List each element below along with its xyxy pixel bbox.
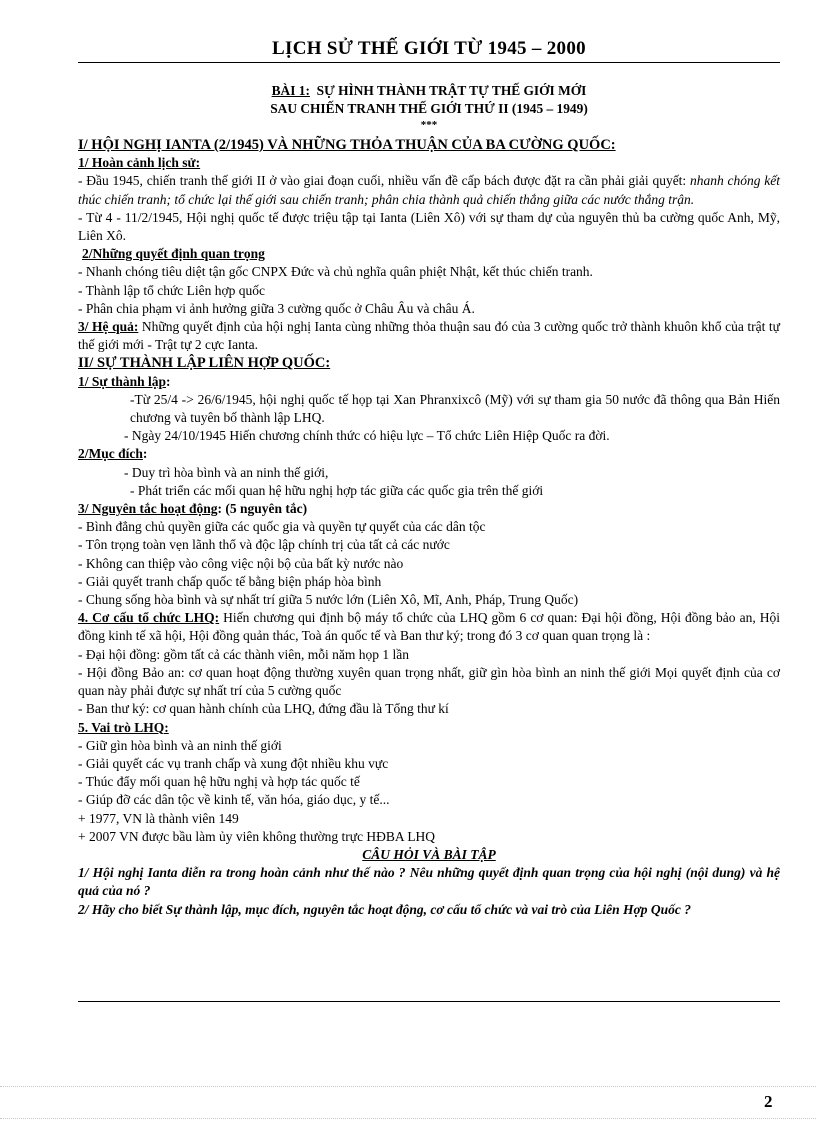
header-divider [78, 62, 780, 63]
lesson-content [78, 136, 780, 919]
list-item: - Tôn trọng toàn vẹn lãnh thổ và độc lập chính trị của tất cả các nước [78, 537, 450, 553]
list-item: - Giữ gìn hòa bình và an ninh thế giới [78, 737, 282, 753]
section2-sub1-paragraph2: - Ngày 24/10/1945 Hiến chương chính thức có hiệu lực – Tổ chức Liên Hiệp Quốc ra đời. [124, 428, 610, 444]
section2-sub5-heading: 5. Vai trò LHQ: [78, 719, 169, 735]
list-item: - Thành lập tổ chức Liên hợp quốc [78, 282, 266, 298]
section1-heading: I/ HỘI NGHỊ IANTA (2/1945) VÀ NHỮNG THỎA THUẬN CỦA BA CƯỜNG QUỐC: [78, 137, 616, 153]
section1-sub1-paragraph2: - Từ 4 - 11/2/1945, Hội nghị quốc tế được triệu tập tại Ianta (Liên Xô) với sự tham dự của nguyên thủ ba cường quốc Anh, Mỹ, Liên Xô. [78, 209, 780, 244]
section1-sub2-heading: 2/Những quyết định quan trọng [82, 246, 265, 262]
page-margin-guide-bottom [0, 1118, 816, 1119]
page-margin-guide-top [0, 1086, 816, 1087]
list-item: - Nhanh chóng tiêu diệt tận gốc CNPX Đức và chủ nghĩa quân phiệt Nhật, kết thúc chiến tranh. [78, 264, 593, 280]
section1-sub1-p1-normal: - Đầu 1945, chiến tranh thế giới II ở vào giai đoạn cuối, nhiều vấn đề cấp bách được đặt ra cần phải giải quyết: [78, 173, 687, 189]
section1-sub3 [78, 318, 780, 354]
list-item: - Chung sống hòa bình và sự nhất trí giữa 5 nước lớn (Liên Xô, Mĩ, Anh, Pháp, Trung Quốc) [78, 592, 579, 608]
section1-sub1-paragraph1 [78, 172, 780, 208]
question-2: 2/ Hãy cho biết Sự thành lập, mục đích, nguyên tắc hoạt động, cơ cấu tổ chức và vai trò của Liên Hợp Quốc ? [78, 901, 692, 917]
section1-sub1-p1-italic: nhanh chóng kết thúc chiến tranh; tổ chức lại thế giới sau chiến tranh; phân chia thành quả chiến thắng giữa các nước thắng trận. [78, 173, 780, 207]
list-item: - Giải quyết tranh chấp quốc tế bằng biện pháp hòa bình [78, 573, 382, 589]
section2-sub3-heading-line [78, 500, 780, 518]
section2-sub2-colon: : [142, 446, 148, 462]
section2-sub1-heading-line [78, 373, 780, 391]
list-item: - Không can thiệp vào công việc nội bộ của bất kỳ nước nào [78, 555, 404, 571]
list-item: - Giải quyết các vụ tranh chấp và xung đột nhiều khu vực [78, 755, 389, 771]
list-item: - Hội đồng Bảo an: cơ quan hoạt động thường xuyên quan trọng nhất, giữ gìn hòa bình an ninh thế giới Mọi quyết định của cơ quan này phải được sự nhất trí của 5 cường quốc [78, 664, 780, 699]
lesson-label: BÀI 1: [271, 83, 310, 98]
section1-sub3-text: Những quyết định của hội nghị Ianta cùng những thỏa thuận sau đó của 3 cường quốc trở thành khuôn khổ của trật tự thế giới mới - Trật tự 2 cực Ianta. [78, 319, 780, 353]
section2-sub1-paragraph1 [78, 391, 780, 427]
section2-sub4-heading: 4. Cơ cấu tổ chức LHQ: [78, 610, 220, 626]
list-item: - Phát triển các mối quan hệ hữu nghị hợp tác giữa các quốc gia trên thế giới [130, 482, 544, 498]
list-item: + 2007 VN được bầu làm ủy viên không thường trực HĐBA LHQ [78, 828, 436, 844]
questions-title: CÂU HỎI VÀ BÀI TẬP [362, 846, 496, 862]
section2-sub1-p1-text: -Từ 25/4 -> 26/6/1945, hội nghị quốc tế họp tại Xan Phranxixcô (Mỹ) với sự tham gia 50 nước đã thông qua Bản Hiến chương và tuyên bố thành lập LHQ. [130, 391, 780, 426]
list-item: - Duy trì hòa bình và an ninh thế giới, [124, 464, 329, 480]
lesson-title [78, 82, 780, 118]
list-item: - Bình đẳng chủ quyền giữa các quốc gia và quyền tự quyết của các dân tộc [78, 519, 486, 535]
list-item: + 1977, VN là thành viên 149 [78, 810, 239, 826]
section2-sub2-heading-line [78, 445, 780, 463]
page-header-title: LỊCH SỬ THẾ GIỚI TỪ 1945 – 2000 [272, 38, 586, 59]
section2-sub2-heading: 2/Mục đích [78, 446, 143, 462]
section2-sub1-heading: 1/ Sự thành lập [78, 373, 167, 389]
list-item: - Ban thư ký: cơ quan hành chính của LHQ, đứng đầu là Tổng thư kí [78, 701, 449, 717]
section1-sub3-heading: 3/ Hệ quả: [78, 319, 139, 335]
question-1: 1/ Hội nghị Ianta diễn ra trong hoàn cảnh như thế nào ? Nêu những quyết định quan trọng của hội nghị (nội dung) và hệ quả của nó ? [78, 865, 780, 899]
section2-sub3-heading: 3/ Nguyên tắc hoạt động [78, 501, 218, 517]
section1-sub1-heading: 1/ Hoàn cảnh lịch sử: [78, 155, 201, 171]
section2-sub4 [78, 609, 780, 645]
page-number: 2 [764, 1092, 773, 1111]
list-item: - Đại hội đồng: gồm tất cả các thành viên, mỗi năm họp 1 lần [78, 646, 410, 662]
lesson-stars: *** [420, 119, 438, 131]
section2-sub4-text: Hiến chương qui định bộ máy tổ chức của LHQ gồm 6 cơ quan: Đại hội đồng, Hội đồng bảo an, Hội đồng kinh tế xã hội, Hội đồng quản thác, Toà án quốc tế và Ban thư ký; trong đó 3 cơ quan quan trọng là : [78, 610, 780, 644]
lesson-title-line2: SAU CHIẾN TRANH THẾ GIỚI THỨ II (1945 – 1949) [270, 101, 588, 116]
lesson-title-line1: SỰ HÌNH THÀNH TRẬT TỰ THẾ GIỚI MỚI [316, 83, 587, 98]
footer-divider [78, 1001, 780, 1002]
list-item: - Phân chia phạm vi ảnh hưởng giữa 3 cường quốc ở Châu Âu và châu Á. [78, 300, 475, 316]
section2-sub3-suffix: : (5 nguyên tắc) [217, 501, 308, 517]
list-item: - Giúp đỡ các dân tộc về kinh tế, văn hóa, giáo dục, y tế... [78, 792, 390, 808]
list-item: - Thúc đẩy mối quan hệ hữu nghị và hợp tác quốc tế [78, 774, 360, 790]
section2-heading: II/ SỰ THÀNH LẬP LIÊN HỢP QUỐC: [78, 355, 331, 372]
section2-sub1-colon: : [166, 373, 171, 389]
